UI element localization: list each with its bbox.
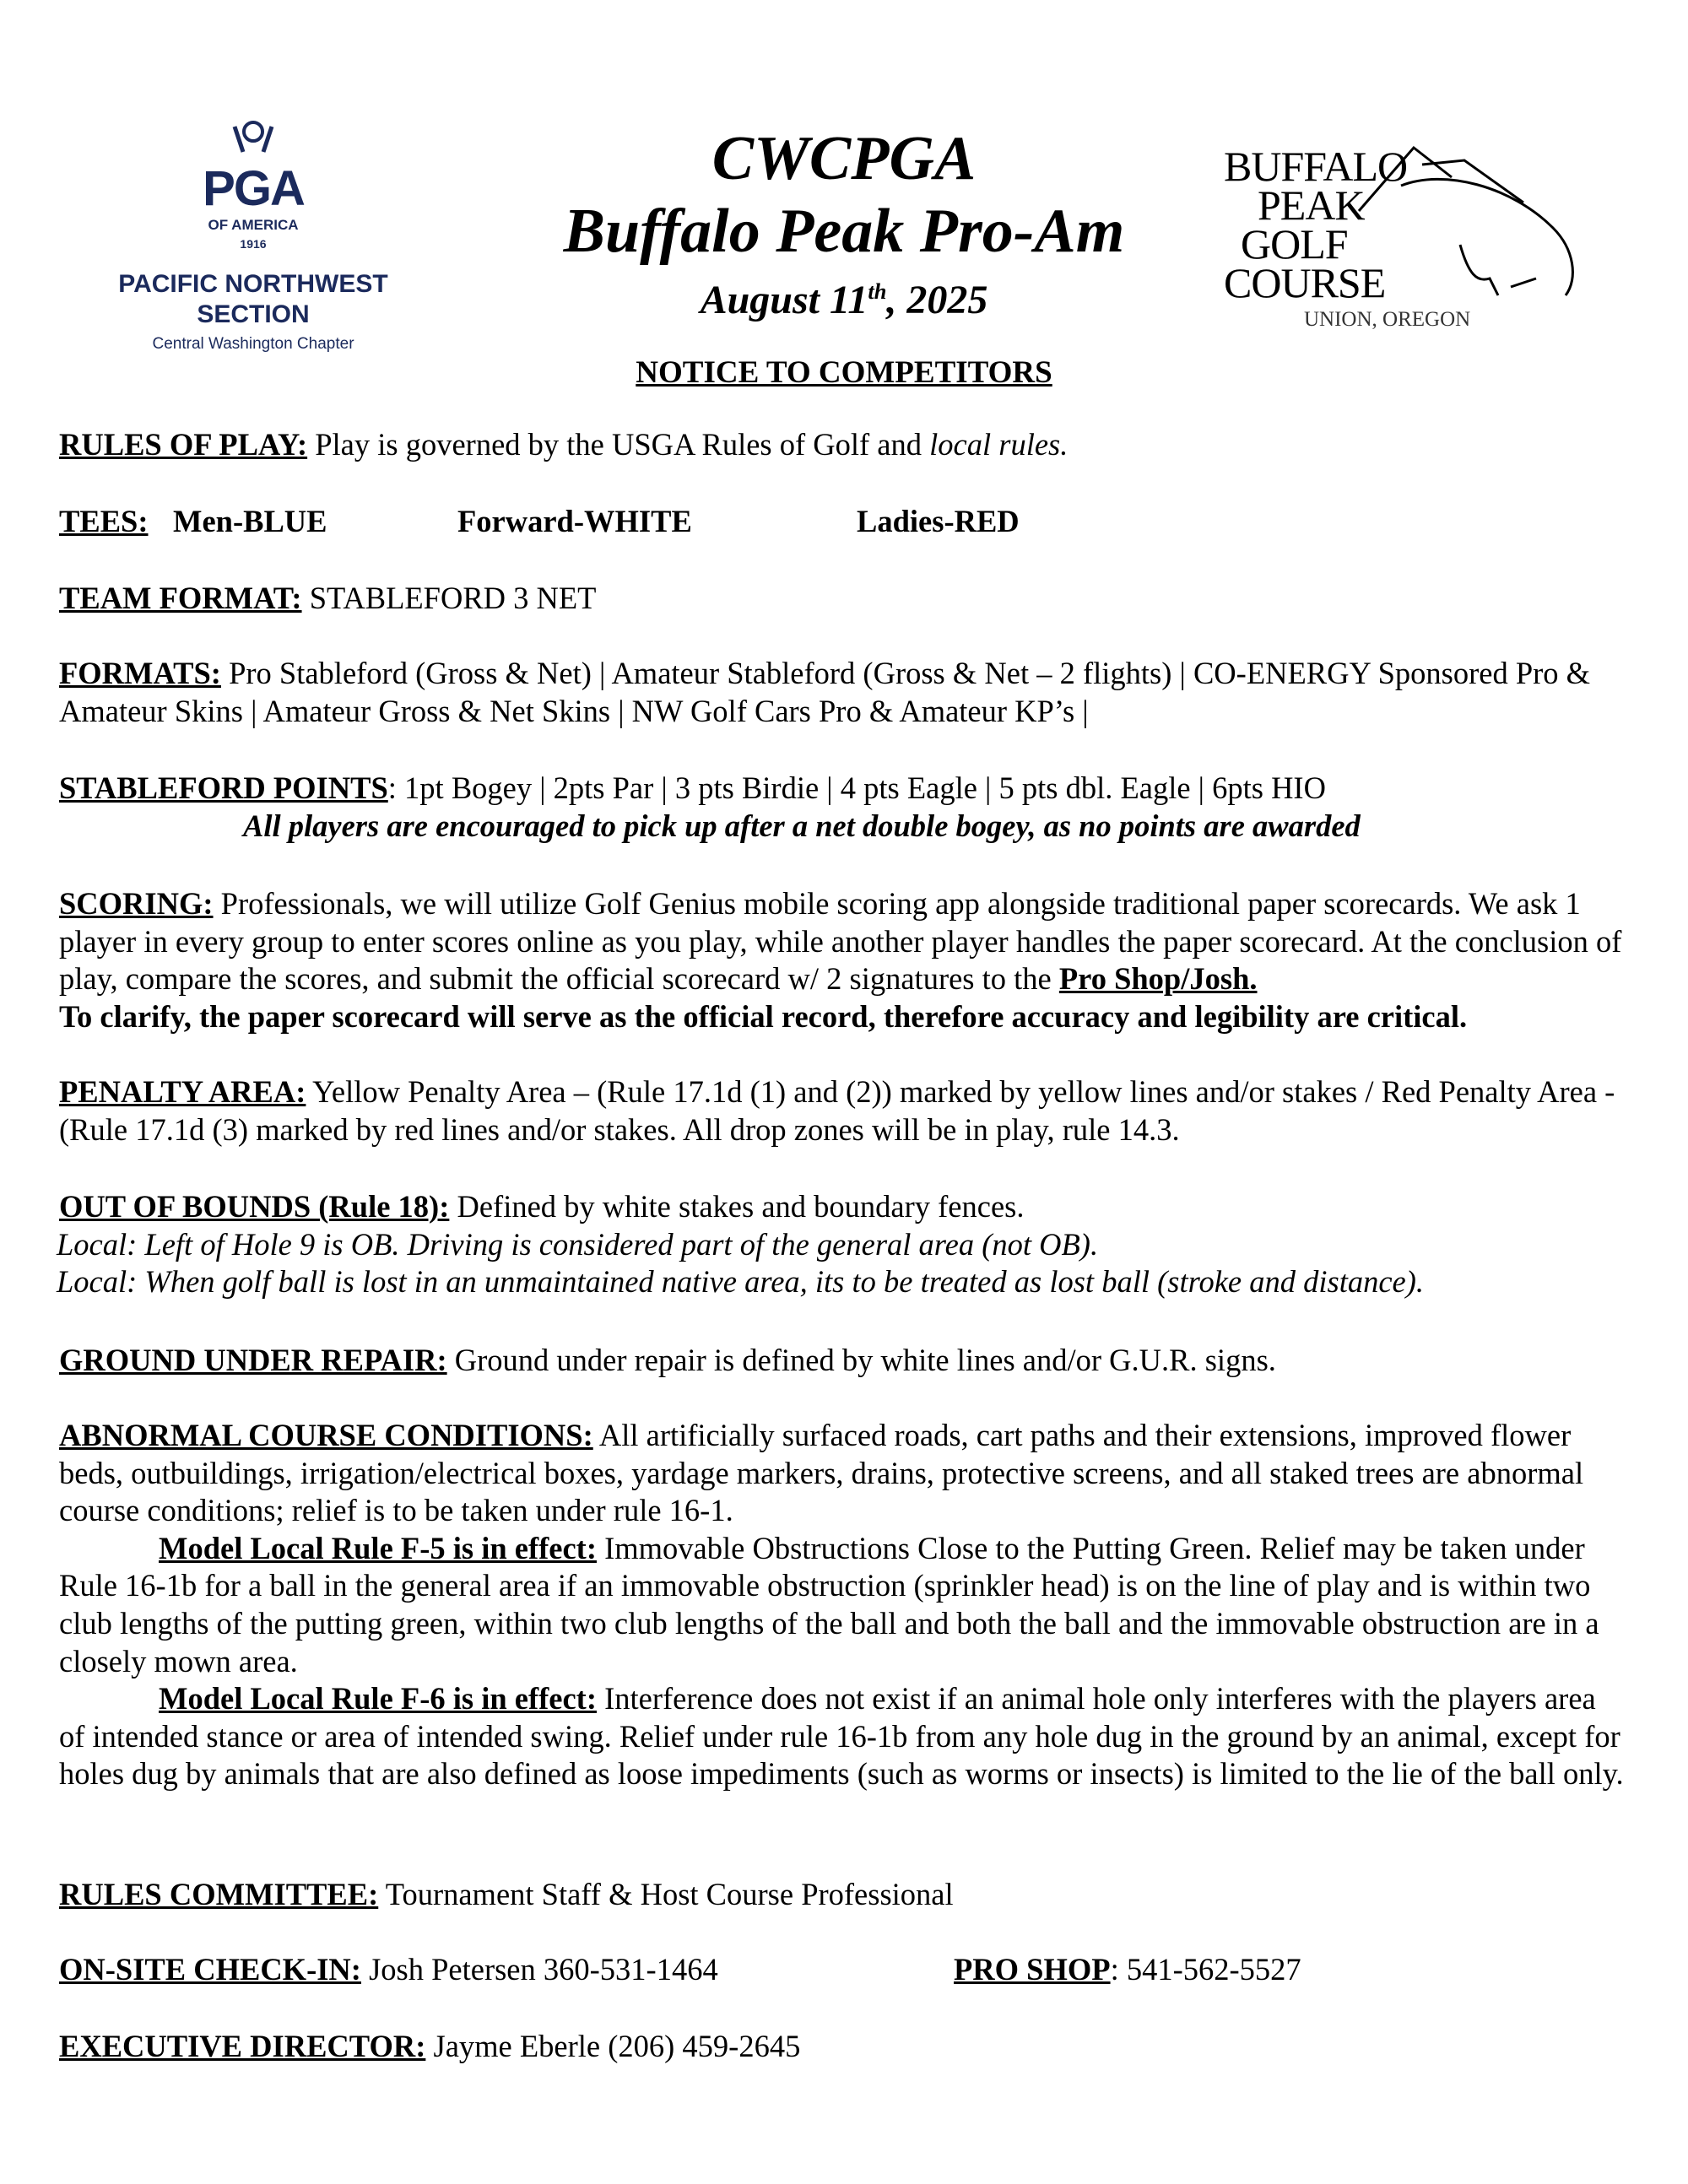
ground-under-repair: GROUND UNDER REPAIR: Ground under repair is defined by white lines and/or G.U.R. signs.: [59, 1343, 1276, 1377]
rule-f6-label: Model Local Rule F-6 is in effect:: [159, 1681, 597, 1716]
tees: TEES: Men-BLUE Forward-WHITE Ladies-RED: [59, 504, 1020, 538]
course-line2: PEAK: [1258, 181, 1365, 229]
org-title: CWCPGA: [711, 124, 977, 193]
pro-shop: PRO SHOP: 541-562-5527: [954, 1952, 1301, 1987]
rules-committee: RULES COMMITTEE: Tournament Staff & Host Course Professional: [59, 1877, 954, 1911]
crossed-clubs-icon: [203, 118, 304, 160]
notice-heading: NOTICE TO COMPETITORS: [636, 355, 1052, 390]
pga-section2: SECTION: [197, 300, 310, 328]
scoring: SCORING: Professionals, we will utilize Golf Genius mobile scoring app alongside traditional paper scorecards. We ask 1 player in every group to enter scores online as you play, while another player handles the paper scorecard. At the conclusion of play, compare the scores, and submit the official scorecard w/ 2 signatures to the Pro Shop/Josh. To clarify, the paper scorecard will serve as the official record, therefore accuracy and legibility are critical.: [59, 886, 1622, 1034]
team-format: TEAM FORMAT: STABLEFORD 3 NET: [59, 581, 597, 615]
pro-shop-josh: Pro Shop/Josh.: [1058, 961, 1258, 997]
formats: FORMATS: Pro Stableford (Gross & Net) | Amateur Stableford (Gross & Net – 2 flights) | CO-ENERGY Sponsored Pro & Amateur Skins | Amateur Gross & Net Skins | NW Golf Cars Pro & Amateur KP’s |: [59, 656, 1591, 728]
contacts: [59, 1951, 1629, 1989]
course-location: UNION, OREGON: [1304, 308, 1471, 331]
abnormal-course-conditions: ABNORMAL COURSE CONDITIONS: All artificially surfaced roads, cart paths and their extensions, improved flower beds, outbuildings, irrigation/electrical boxes, yardage markers, drains, protective screens, and all staked trees are abnormal course conditions; relief is to be taken under rule 16-1. Model Local Rule F-5 is in effect: Immovable Obstructions Close to the Putting Green. Relief may be taken under Rule 16-1b for a ball in the general area if an immovable obstruction (sprinkler head) is on the line of play and is within two club lengths of the putting green, within two club lengths of the ball and both the ball and the immovable obstruction are in a closely mown area. Model Local Rule F-6 is in effect: Interference does not exist if an animal hole only interferes with the players area of intended stance or area of intended swing. Relief under rule 16-1b from any hole dug in the ground by an animal, except for holes dug by animals that are also defined as loose impediments (such as worms or insects) is limited to the lie of the ball only.: [59, 1418, 1624, 1792]
event-date: August 11th, 2025: [700, 278, 988, 322]
buffalo-peak-logo: [1215, 135, 1637, 338]
course-line4: COURSE: [1224, 259, 1386, 306]
stableford-note: All players are encouraged to pick up after a net double bogey, as no points are awarded: [243, 808, 1361, 843]
out-of-bounds: OUT OF BOUNDS (Rule 18): Defined by white stakes and boundary fences. Local: Left of Hole 9 is OB. Driving is considered part of the general area (not OB). Local: When golf ball is lost in an unmaintained native area, its to be treated as lost ball (stroke and distance).: [57, 1189, 1425, 1300]
pga-chapter: Central Washington Chapter: [152, 335, 354, 353]
event-title: Buffalo Peak Pro-Am: [563, 197, 1125, 266]
penalty-area: PENALTY AREA: Yellow Penalty Area – (Rule 17.1d (1) and (2)) marked by yellow lines and/or stakes / Red Penalty Area - (Rule 17.1d (3) marked by red lines and/or stakes. All drop zones will be in play, rule 14.3.: [59, 1074, 1615, 1147]
rule-f5-label: Model Local Rule F-5 is in effect:: [159, 1530, 597, 1565]
pga-section: PACIFIC NORTHWEST: [118, 270, 388, 298]
pga-year: 1916: [240, 237, 267, 251]
pga-brand: PGA: [203, 161, 304, 216]
course-line1: BUFFALO: [1224, 143, 1408, 190]
check-in: ON-SITE CHECK-IN: Josh Petersen 360-531-1464: [59, 1952, 718, 1987]
pga-sub: OF AMERICA: [208, 217, 299, 233]
title-block: [473, 122, 1215, 324]
course-line3: GOLF: [1241, 220, 1348, 268]
executive-director: EXECUTIVE DIRECTOR: Jayme Eberle (206) 459-2645: [59, 2029, 801, 2063]
stableford-points: STABLEFORD POINTS: 1pt Bogey | 2pts Par | 3 pts Birdie | 4 pts Eagle | 5 pts dbl. Eagle | 6pts HIO All players are encouraged to pick up after a net double bogey, as no points are awarded: [59, 770, 1629, 845]
pga-pacific-northwest-logo: [93, 118, 414, 354]
rules-of-play: RULES OF PLAY: Play is governed by the USGA Rules of Golf and local rules.: [59, 427, 1069, 462]
